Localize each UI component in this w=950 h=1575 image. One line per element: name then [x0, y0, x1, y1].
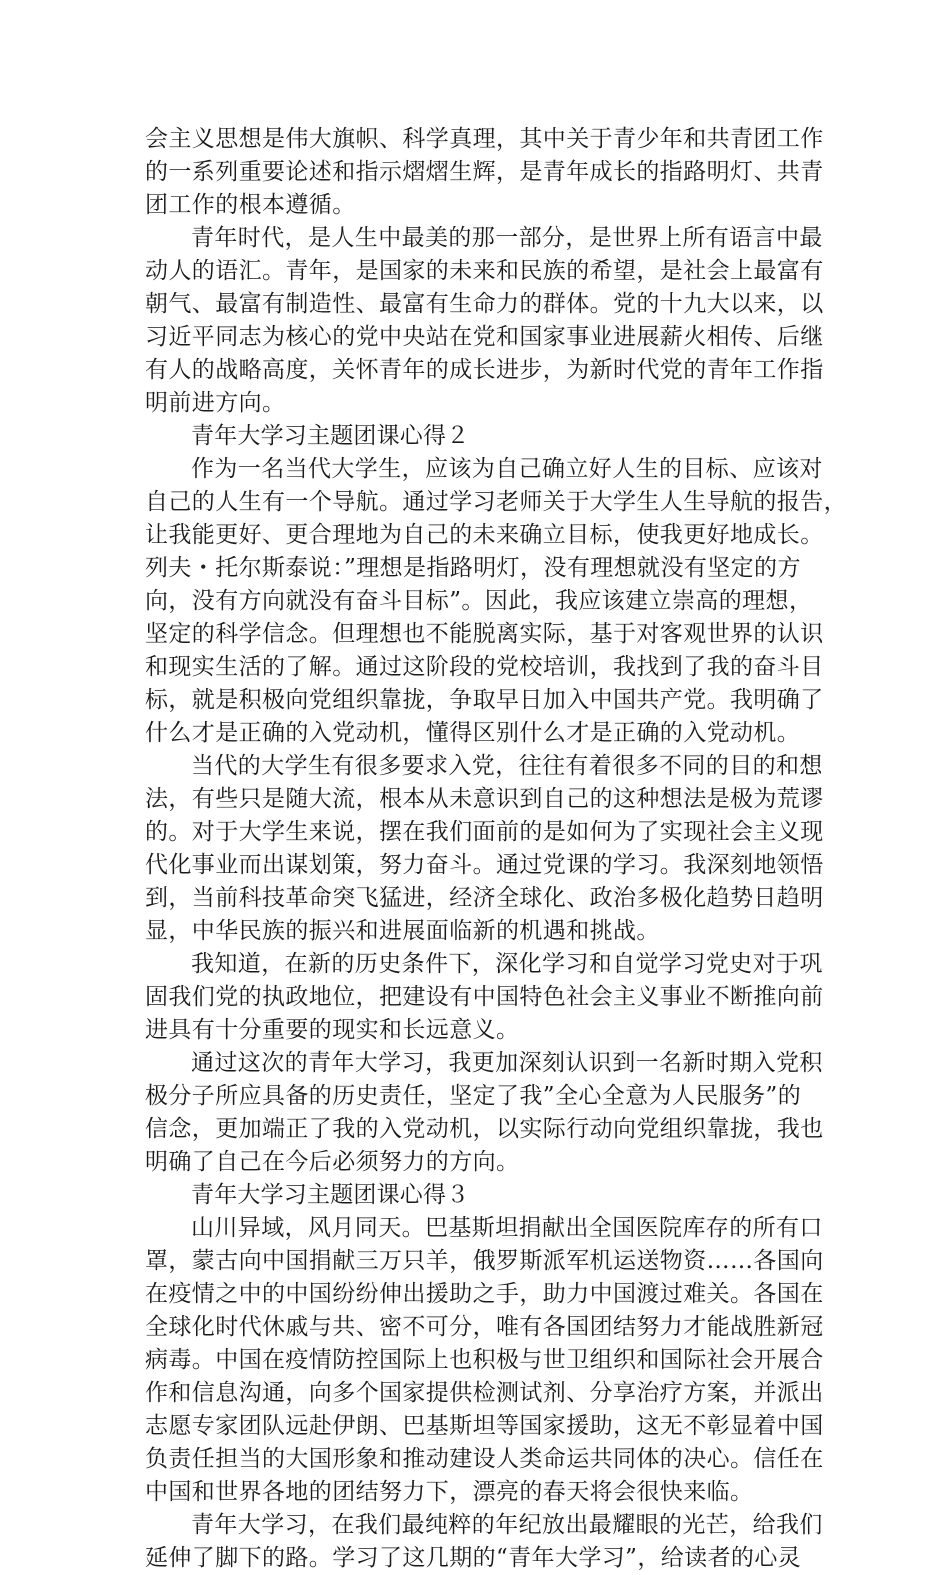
text-line: 作为一名当代大学生，应该为自己确立好人生的目标、应该对 — [191, 456, 823, 482]
text-line: 坚定的科学信念。但理想也不能脱离实际，基于对客观世界的认识 — [145, 621, 824, 647]
document-page — [145, 123, 847, 1575]
text-line: 病毒。中国在疫情防控国际上也积极与世卫组织和国际社会开展合 — [145, 1347, 824, 1373]
paragraph — [145, 1212, 824, 1509]
text-line: 山川异域，风月同天。巴基斯坦捐献出全国医院库存的所有口 — [191, 1215, 823, 1241]
paragraph — [145, 453, 847, 750]
text-line: 的一系列重要论述和指示熠熠生辉，是青年成长的指路明灯、共青 — [145, 159, 824, 185]
text-line: 负责任担当的大国形象和推动建设人类命运共同体的决心。信任在 — [145, 1446, 824, 1472]
text-line: 会主义思想是伟大旗帜、科学真理，其中关于青少年和共青团工作 — [145, 126, 824, 152]
section-heading: 青年大学习主题团课心得３ — [191, 1182, 470, 1208]
text-line: 什么才是正确的入党动机，懂得区别什么才是正确的入党动机。 — [145, 720, 801, 746]
section-heading: 青年大学习主题团课心得２ — [191, 423, 470, 449]
text-line: 明前进方向。 — [145, 390, 286, 416]
text-line: 动人的语汇。青年，是国家的未来和民族的希望，是社会上最富有 — [145, 258, 824, 284]
text-line: 有人的战略高度，关怀青年的成长进步，为新时代党的青年工作指 — [145, 357, 824, 383]
text-line: 作和信息沟通，向多个国家提供检测试剂、分享治疗方案，并派出 — [145, 1380, 824, 1406]
text-line: 延伸了脚下的路。学习了这几期的“青年大学习”，给读者的心灵 — [145, 1545, 802, 1571]
text-line: 代化事业而出谋划策，努力奋斗。通过党课的学习。我深刻地领悟 — [145, 852, 824, 878]
text-line: 当代的大学生有很多要求入党，往往有着很多不同的目的和想 — [191, 753, 823, 779]
text-line: 朝气、最富有制造性、最富有生命力的群体。党的十九大以来，以 — [145, 291, 824, 317]
text-line: 显，中华民族的振兴和进展面临新的机遇和挑战。 — [145, 918, 660, 944]
text-line: 青年时代，是人生中最美的那一部分，是世界上所有语言中最 — [191, 225, 823, 251]
text-line: 的。对于大学生来说，摆在我们面前的是如何为了实现社会主义现 — [145, 819, 824, 845]
text-line: 到，当前科技革命突飞猛进，经济全球化、政治多极化趋势日趋明 — [145, 885, 824, 911]
text-line: 法，有些只是随大流，根本从未意识到自己的这种想法是极为荒谬 — [145, 786, 824, 812]
text-line: 志愿专家团队远赴伊朗、巴基斯坦等国家援助，这无不彰显着中国 — [145, 1413, 824, 1439]
text-line: 团工作的根本遵循。 — [145, 192, 356, 218]
paragraph — [145, 948, 824, 1047]
text-line: 自己的人生有一个导航。通过学习老师关于大学生人生导航的报告， — [145, 489, 847, 515]
text-line: 信念，更加端正了我的入党动机，以实际行动向党组织靠拢，我也 — [145, 1116, 824, 1142]
text-line: 全球化时代休戚与共、密不可分，唯有各国团结努力才能战胜新冠 — [145, 1314, 824, 1340]
text-line: 列夫・托尔斯泰说：”理想是指路明灯，没有理想就没有坚定的方 — [145, 555, 801, 581]
text-line: 习近平同志为核心的党中央站在党和国家事业进展薪火相传、后继 — [145, 324, 824, 350]
text-line: 进具有十分重要的现实和长远意义。 — [145, 1017, 520, 1043]
text-line: 和现实生活的了解。通过这阶段的党校培训，我找到了我的奋斗目 — [145, 654, 824, 680]
text-line: 我知道，在新的历史条件下，深化学习和自觉学习党史对于巩 — [191, 951, 823, 977]
text-line: 让我能更好、更合理地为自己的未来确立目标，使我更好地成长。 — [145, 522, 824, 548]
text-line: 在疫情之中的中国纷纷伸出援助之手，助力中国渡过难关。各国在 — [145, 1281, 824, 1307]
text-line: 固我们党的执政地位，把建设有中国特色社会主义事业不断推向前 — [145, 984, 824, 1010]
paragraph — [145, 123, 824, 222]
text-line: 罩，蒙古向中国捐献三万只羊，俄罗斯派军机运送物资……各国向 — [145, 1248, 824, 1274]
paragraph — [145, 1509, 823, 1575]
text-line: 中国和世界各地的团结努力下，漂亮的春天将会很快来临。 — [145, 1479, 754, 1505]
paragraph — [145, 750, 824, 948]
paragraph — [145, 1047, 824, 1179]
text-line: 向，没有方向就没有奋斗目标”。因此，我应该建立崇高的理想， — [145, 588, 813, 614]
text-line: 青年大学习，在我们最纯粹的年纪放出最耀眼的光芒，给我们 — [191, 1512, 823, 1538]
text-line: 极分子所应具备的历史责任，坚定了我”全心全意为人民服务”的 — [145, 1083, 802, 1109]
text-line: 标，就是积极向党组织靠拢，争取早日加入中国共产党。我明确了 — [145, 687, 824, 713]
text-line: 明确了自己在今后必须努力的方向。 — [145, 1149, 520, 1175]
paragraph — [145, 222, 824, 420]
text-line: 通过这次的青年大学习，我更加深刻认识到一名新时期入党积 — [191, 1050, 823, 1076]
